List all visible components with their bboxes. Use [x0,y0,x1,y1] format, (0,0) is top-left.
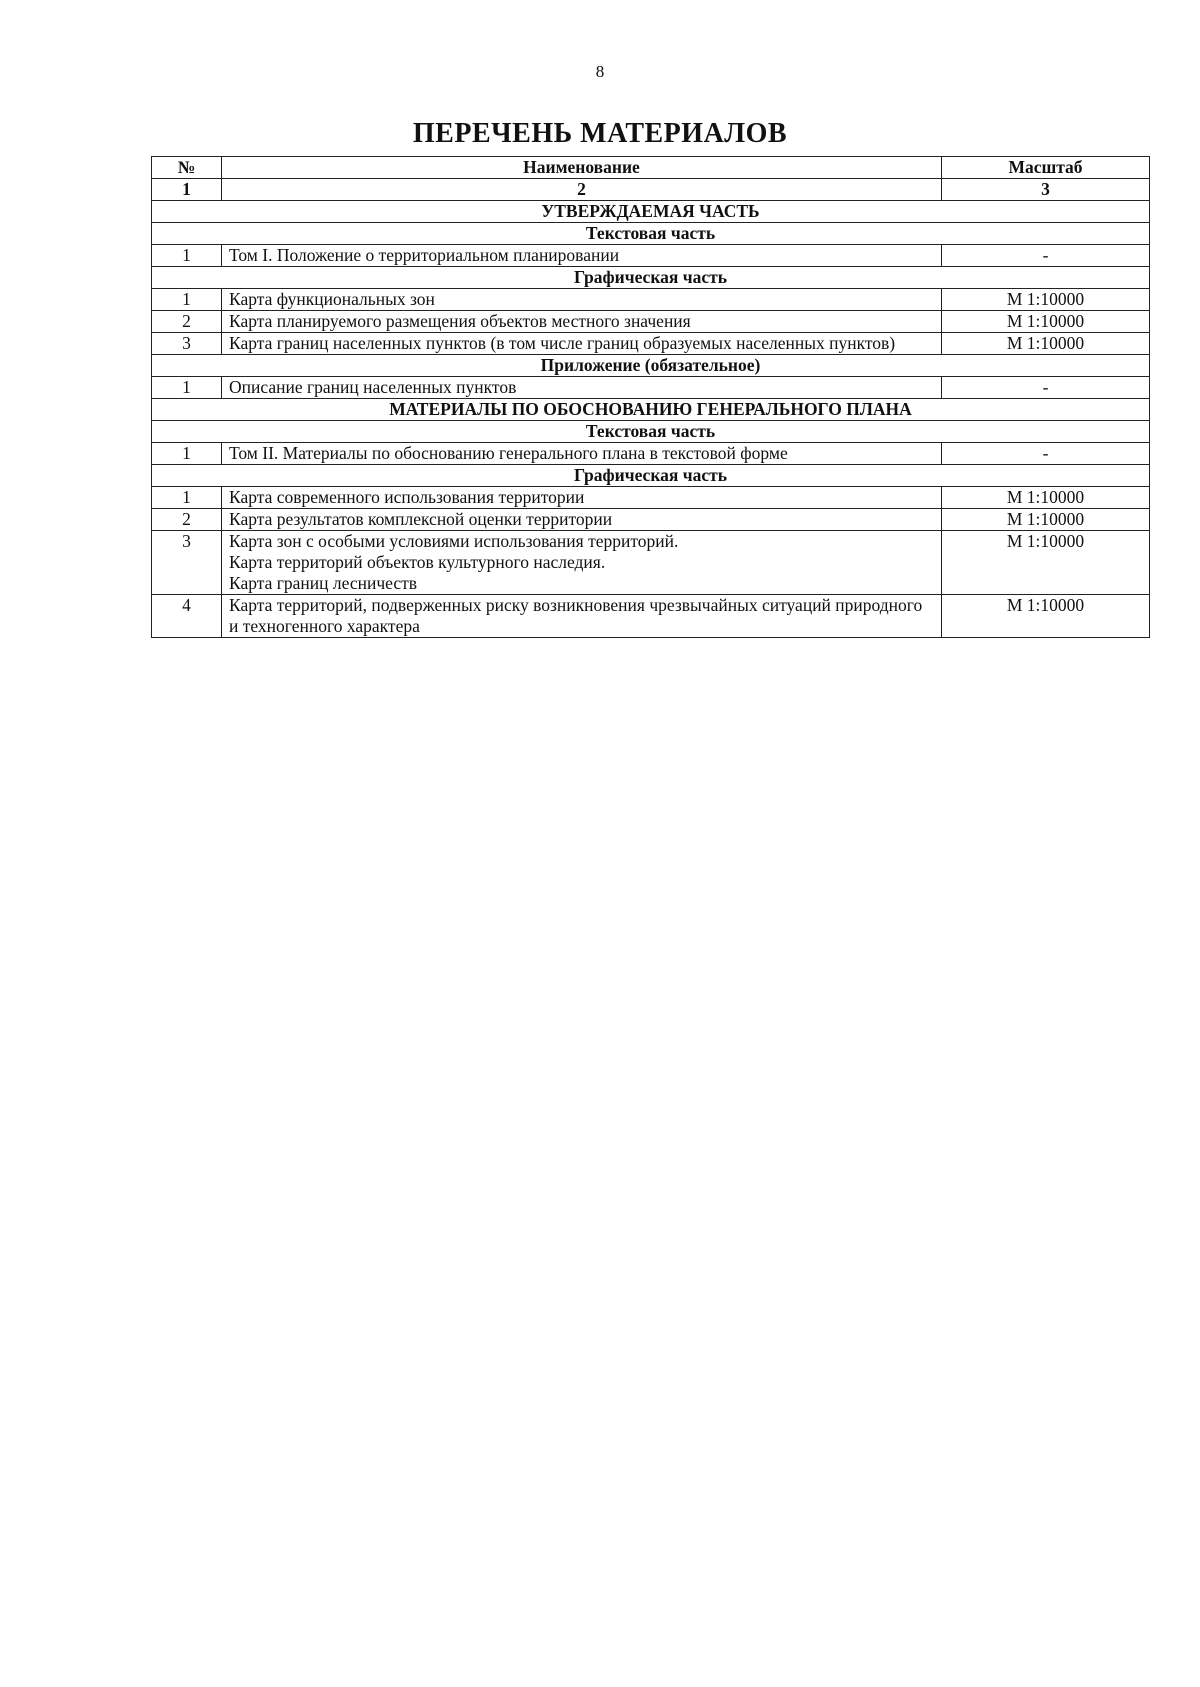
row-number: 2 [152,509,222,531]
table-row [152,487,1150,509]
subsection-row [152,267,1150,289]
section-title: УТВЕРЖДАЕМАЯ ЧАСТЬ [152,201,1150,223]
subsection-title: Графическая часть [152,267,1150,289]
table-row [152,531,1150,595]
table-header-row [152,157,1150,179]
row-number: 1 [152,377,222,399]
row-name: Карта функциональных зон [222,289,942,311]
row-number: 3 [152,333,222,355]
subsection-title: Текстовая часть [152,223,1150,245]
row-scale: М 1:10000 [942,595,1150,638]
column-number-2: 2 [222,179,942,201]
subsection-row [152,223,1150,245]
row-name: Том II. Материалы по обоснованию генерального плана в текстовой форме [222,443,942,465]
row-name-line: Карта зон с особыми условиями использования территорий. [229,531,679,551]
row-scale: М 1:10000 [942,509,1150,531]
row-name-line: Карта территорий объектов культурного наследия. [229,552,606,572]
table-row [152,595,1150,638]
header-name: Наименование [222,157,942,179]
column-number-1: 1 [152,179,222,201]
table-row [152,509,1150,531]
table-row [152,443,1150,465]
row-name: Карта современного использования территории [222,487,942,509]
row-number: 4 [152,595,222,638]
header-scale: Масштаб [942,157,1150,179]
row-name-line: Карта границ лесничеств [229,573,418,593]
subsection-row [152,421,1150,443]
subsection-row [152,355,1150,377]
section-row [152,399,1150,421]
table-row [152,311,1150,333]
row-number: 1 [152,289,222,311]
row-name [222,531,942,595]
row-scale: М 1:10000 [942,311,1150,333]
page-number: 8 [595,62,605,81]
row-scale: - [942,377,1150,399]
row-scale: М 1:10000 [942,487,1150,509]
document-title: ПЕРЕЧЕНЬ МАТЕРИАЛОВ [412,118,788,149]
column-number-row [152,179,1150,201]
row-name: Описание границ населенных пунктов [222,377,942,399]
header-number: № [152,157,222,179]
row-name: Том I. Положение о территориальном планировании [222,245,942,267]
row-scale: М 1:10000 [942,531,1150,595]
row-number: 1 [152,245,222,267]
row-number: 2 [152,311,222,333]
row-number: 3 [152,531,222,595]
row-scale: - [942,245,1150,267]
column-number-3: 3 [942,179,1150,201]
row-scale: М 1:10000 [942,333,1150,355]
subsection-title: Приложение (обязательное) [152,355,1150,377]
table-row [152,289,1150,311]
subsection-title: Графическая часть [152,465,1150,487]
subsection-title: Текстовая часть [152,421,1150,443]
row-name: Карта границ населенных пунктов (в том числе границ образуемых населенных пунктов) [222,333,942,355]
table-row [152,377,1150,399]
row-name: Карта территорий, подверженных риску возникновения чрезвычайных ситуаций природного и техногенного характера [222,595,942,638]
row-number: 1 [152,443,222,465]
materials-table [151,156,1150,638]
table-row [152,333,1150,355]
table-row [152,245,1150,267]
row-name: Карта планируемого размещения объектов местного значения [222,311,942,333]
row-name: Карта результатов комплексной оценки территории [222,509,942,531]
row-scale: - [942,443,1150,465]
row-number: 1 [152,487,222,509]
section-row [152,201,1150,223]
section-title: МАТЕРИАЛЫ ПО ОБОСНОВАНИЮ ГЕНЕРАЛЬНОГО ПЛАНА [152,399,1150,421]
row-scale: М 1:10000 [942,289,1150,311]
subsection-row [152,465,1150,487]
